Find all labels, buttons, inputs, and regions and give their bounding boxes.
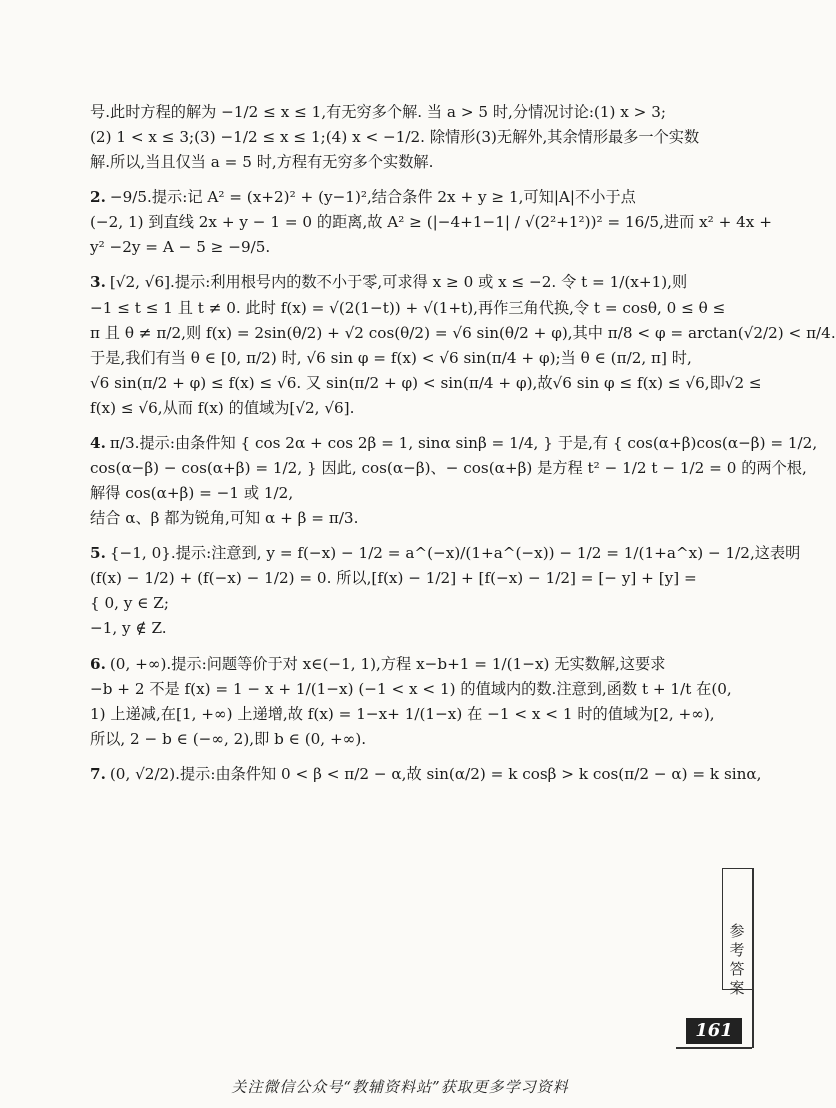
text-line: y² −2y = A − 5 ≥ −9/5. xyxy=(90,238,271,257)
page-number: 161 xyxy=(695,1020,733,1041)
text-line xyxy=(90,541,801,566)
problem-number: 3. xyxy=(90,273,106,292)
text-line: −1 ≤ t ≤ 1 且 t ≠ 0. 此时 f(x) = √(2(1−t)) + √(1+t),再作三角代换,令 t = cosθ, 0 ≤ θ ≤ xyxy=(90,298,726,317)
text-line: cos(α−β) − cos(α+β) = 1/2, } 因此, cos(α−β)、− cos(α+β) 是方程 t² − 1/2 t − 1/2 = 0 的两个根, xyxy=(90,459,807,478)
text-span: π/3.提示:由条件知 { cos 2α + cos 2β = 1, sinα sinβ = 1/4, } 于是,有 { cos(α+β)cos(α−β) = 1/2, xyxy=(109,433,818,452)
text-line: 所以, 2 − b ∈ (−∞, 2),即 b ∈ (0, +∞). xyxy=(90,729,367,748)
solution-6 xyxy=(90,652,732,752)
solution-7 xyxy=(90,762,762,787)
problem-number: 2. xyxy=(90,188,106,207)
solution-2 xyxy=(90,185,772,260)
page-body xyxy=(90,100,836,797)
text-span: (0, +∞).提示:问题等价于对 x∈(−1, 1),方程 x−b+1 = 1/(1−x) 无实数解,这要求 xyxy=(109,654,666,673)
text-line xyxy=(90,185,710,210)
text-line: 于是,我们有当 θ ∈ [0, π/2) 时, √6 sin φ = f(x) < √6 sin(π/4 + φ);当 θ ∈ (π/2, π] 时, xyxy=(90,348,692,367)
text-line: π 且 θ ≠ π/2,则 f(x) = 2sin(θ/2) + √2 cos(θ/2) = √6 sin(θ/2 + φ),其中 π/8 < φ = arctan(√2/2) < π/4. xyxy=(90,323,836,342)
solution-5 xyxy=(90,541,801,641)
problem-number: 4. xyxy=(90,433,106,452)
problem-number: 6. xyxy=(90,654,106,673)
text-line: −b + 2 不是 f(x) = 1 − x + 1/(1−x) (−1 < x < 1) 的值域内的数.注意到,函数 t + 1/t 在(0, xyxy=(90,679,732,698)
text-line xyxy=(90,270,710,295)
text-span: {−1, 0}.提示:注意到, y = f(−x) − 1/2 = a^(−x)/(1+a^(−x)) − 1/2 = 1/(1+a^x) − 1/2,这表明 xyxy=(109,544,801,563)
text-line: { 0, y ∈ Z; xyxy=(90,594,169,613)
text-line xyxy=(90,431,818,456)
text-line: f(x) ≤ √6,从而 f(x) 的值域为[√2, √6]. xyxy=(90,398,355,417)
text-line: (f(x) − 1/2) + (f(−x) − 1/2) = 0. 所以,[f(x) − 1/2] + [f(−x) − 1/2] = [− y] + [y] = xyxy=(90,569,697,588)
problem-number: 7. xyxy=(90,764,106,783)
footer-note: 关注微信公众号“教辅资料站”获取更多学习资料 xyxy=(231,1078,569,1096)
text-line: (2) 1 < x ≤ 3;(3) −1/2 ≤ x ≤ 1;(4) x < −1/2. 除情形(3)无解外,其余情形最多一个实数 xyxy=(90,128,700,147)
problem-number: 5. xyxy=(90,544,106,563)
text-line: 解得 cos(α+β) = −1 或 1/2, xyxy=(90,484,294,503)
text-span: (0, √2/2).提示:由条件知 0 < β < π/2 − α,故 sin(α/2) = k cosβ > k cos(π/2 − α) = k sinα, xyxy=(109,764,762,783)
text-line: −1, y ∉ Z. xyxy=(90,619,167,638)
text-line xyxy=(90,652,710,677)
text-span: −9/5.提示:记 A² = (x+2)² + (y−1)²,结合条件 2x + y ≥ 1,可知|A|不小于点 xyxy=(109,188,636,207)
text-span: [√2, √6].提示:利用根号内的数不小于零,可求得 x ≥ 0 或 x ≤ −2. 令 t = 1/(x+1),则 xyxy=(109,273,688,292)
paragraph-continued xyxy=(90,100,710,175)
text-line xyxy=(90,762,762,787)
margin-rule-horizontal xyxy=(676,1047,752,1049)
text-line: (−2, 1) 到直线 2x + y − 1 = 0 的距离,故 A² ≥ (|−4+1−1| / √(2²+1²))² = 16/5,进而 x² + 4x + xyxy=(90,213,772,232)
text-line: 结合 α、β 都为锐角,可知 α + β = π/3. xyxy=(90,509,359,528)
text-line: √6 sin(π/2 + φ) ≤ f(x) ≤ √6. 又 sin(π/2 + φ) < sin(π/4 + φ),故√6 sin φ ≤ f(x) ≤ √6,即√2 ≤ xyxy=(90,373,762,392)
margin-rule-vertical xyxy=(752,868,754,1048)
text-line: 1) 上递减,在[1, +∞) 上递增,故 f(x) = 1−x+ 1/(1−x) 在 −1 < x < 1 时的值域为[2, +∞), xyxy=(90,704,715,723)
section-tab-label: 参考答案 xyxy=(729,922,745,997)
solution-3 xyxy=(90,270,836,420)
text-line: 解.所以,当且仅当 a = 5 时,方程有无穷多个实数解. xyxy=(90,153,434,172)
solution-4 xyxy=(90,431,818,531)
text-line: 号.此时方程的解为 −1/2 ≤ x ≤ 1,有无穷多个解. 当 a > 5 时,分情况讨论:(1) x > 3; xyxy=(90,103,666,121)
